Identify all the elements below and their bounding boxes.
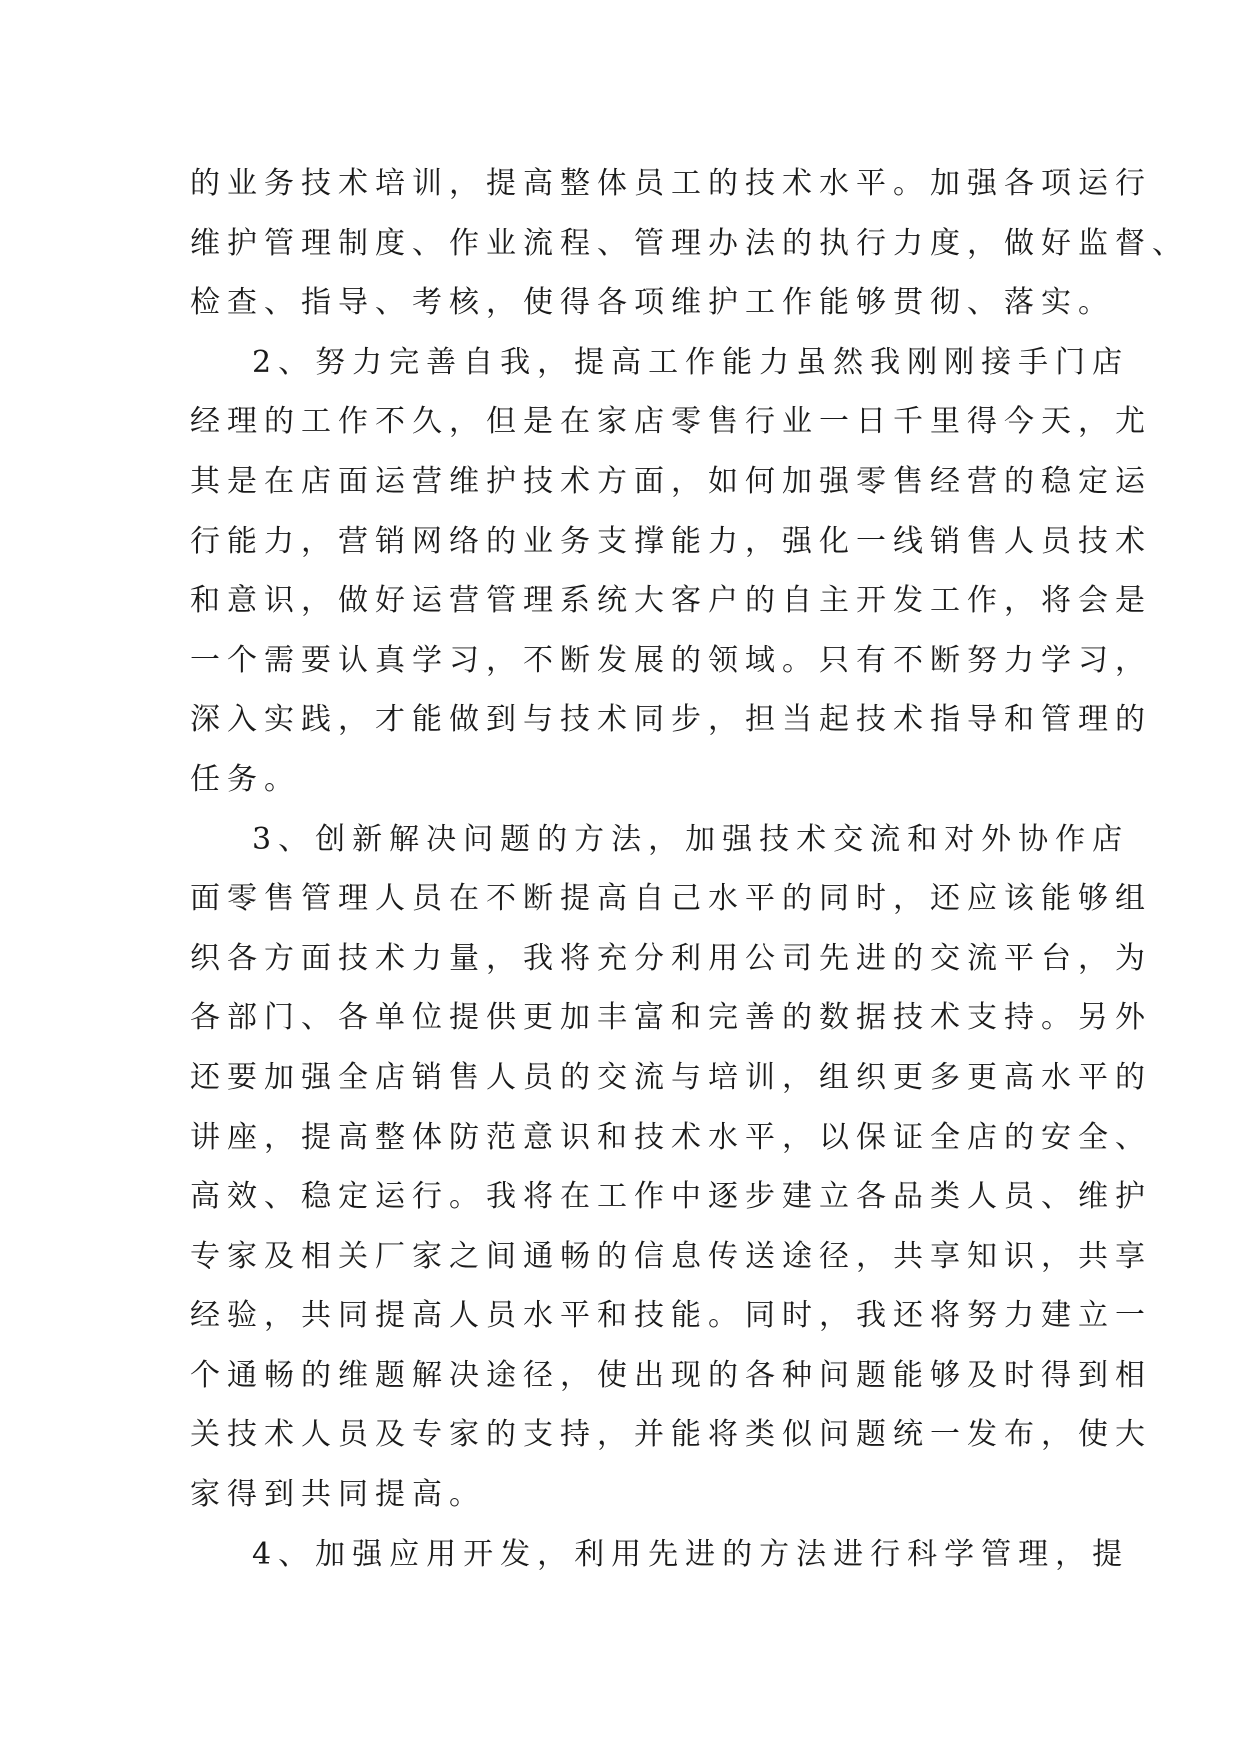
text-line: 2、努力完善自我，提高工作能力虽然我刚刚接手门店	[252, 344, 1130, 380]
text-line: 任务。	[190, 761, 301, 797]
text-line: 关技术人员及专家的支持，并能将类似问题统一发布，使大	[190, 1417, 1152, 1453]
text-line: 一个需要认真学习，不断发展的领域。只有不断努力学习，	[190, 642, 1152, 678]
text-line: 家得到共同提高。	[190, 1477, 486, 1513]
body-text	[190, 154, 1189, 1584]
text-line: 3、创新解决问题的方法，加强技术交流和对外协作店	[252, 821, 1130, 857]
paragraph-4	[190, 1525, 1130, 1585]
text-line: 的业务技术培训，提高整体员工的技术水平。加强各项运行	[190, 166, 1152, 201]
text-line: 织各方面技术力量，我将充分利用公司先进的交流平台，为	[190, 940, 1152, 976]
text-line: 和意识，做好运营管理系统大客户的自主开发工作，将会是	[190, 583, 1152, 619]
text-line: 检查、指导、考核，使得各项维护工作能够贯彻、落实。	[190, 285, 1115, 321]
text-line: 4、加强应用开发，利用先进的方法进行科学管理，提	[252, 1536, 1130, 1572]
text-line: 个通畅的维题解决途径，使出现的各种问题能够及时得到相	[190, 1357, 1152, 1393]
text-line: 行能力，营销网络的业务支撑能力，强化一线销售人员技术	[190, 523, 1152, 559]
paragraph-3	[190, 810, 1152, 1525]
text-line: 讲座，提高整体防范意识和技术水平，以保证全店的安全、	[190, 1119, 1152, 1155]
text-line: 高效、稳定运行。我将在工作中逐步建立各品类人员、维护	[190, 1179, 1152, 1215]
paragraph-2	[190, 333, 1152, 810]
text-line: 各部门、各单位提供更加丰富和完善的数据技术支持。另外	[190, 1000, 1152, 1036]
paragraph-1	[190, 154, 1189, 333]
text-line: 还要加强全店销售人员的交流与培训，组织更多更高水平的	[190, 1059, 1152, 1095]
text-line: 经验，共同提高人员水平和技能。同时，我还将努力建立一	[190, 1298, 1152, 1334]
text-line: 经理的工作不久，但是在家店零售行业一日千里得今天，尤	[190, 404, 1152, 440]
text-line: 专家及相关厂家之间通畅的信息传送途径，共享知识，共享	[190, 1238, 1152, 1274]
text-line: 深入实践，才能做到与技术同步，担当起技术指导和管理的	[190, 702, 1152, 738]
text-line: 维护管理制度、作业流程、管理办法的执行力度，做好监督、	[190, 225, 1189, 261]
text-line: 其是在店面运营维护技术方面，如何加强零售经营的稳定运	[190, 463, 1152, 499]
text-line: 面零售管理人员在不断提高自己水平的同时，还应该能够组	[190, 881, 1152, 917]
